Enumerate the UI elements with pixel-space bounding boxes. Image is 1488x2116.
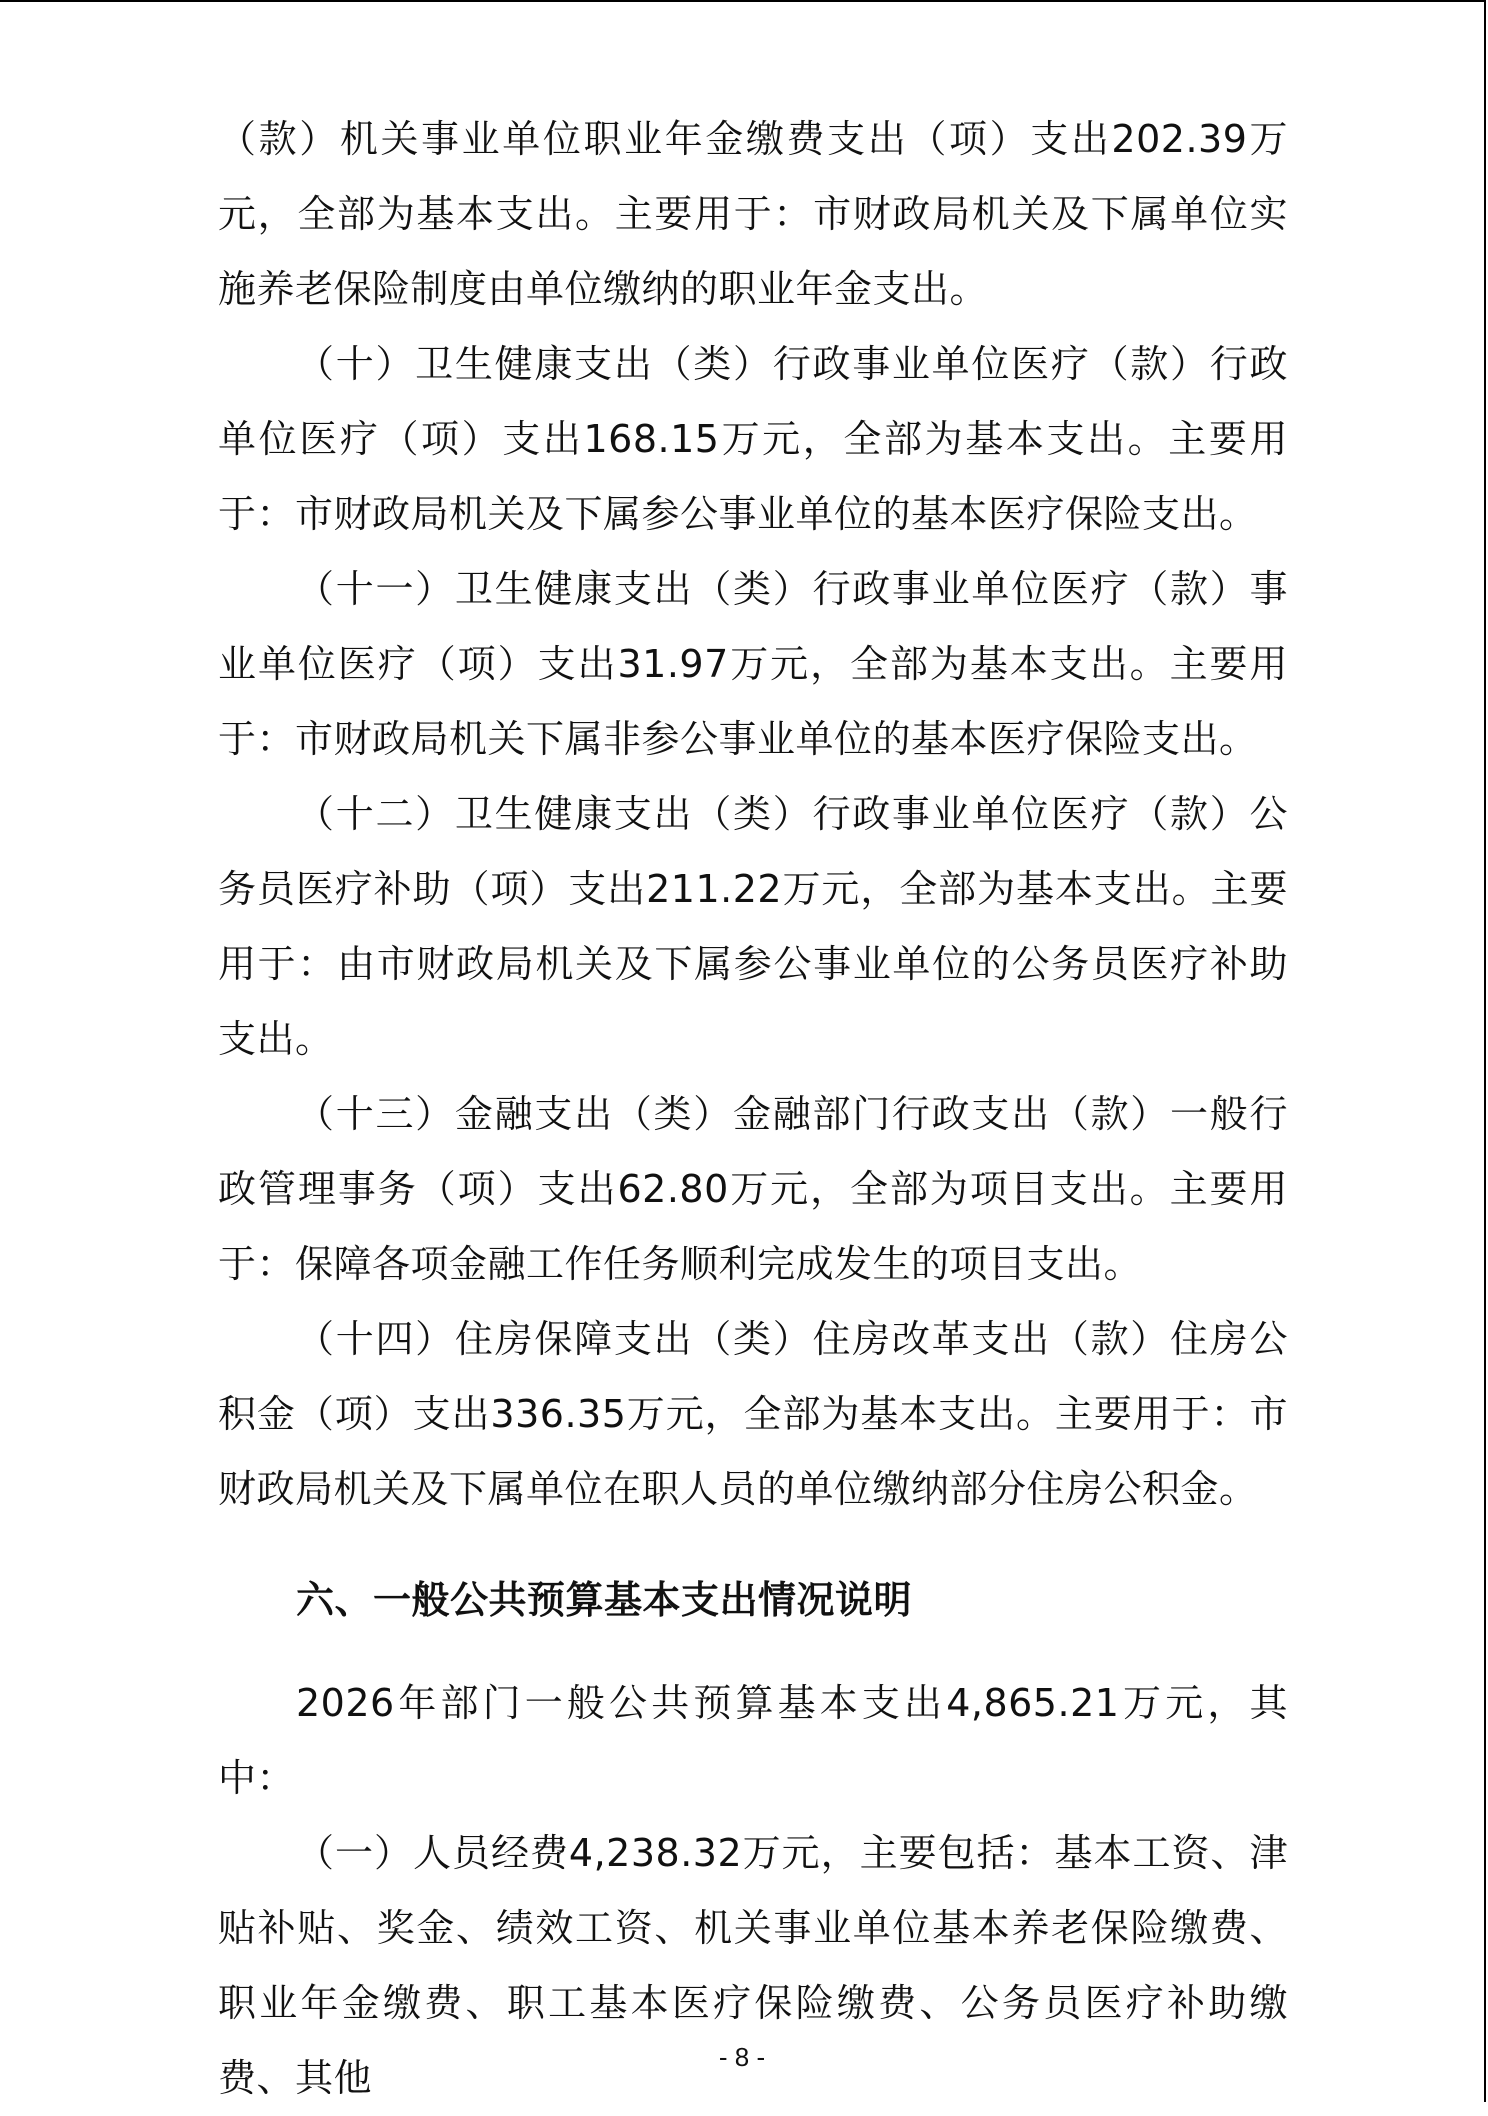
paragraph-item-10: （十）卫生健康支出（类）行政事业单位医疗（款）行政单位医疗（项）支出168.15万元，全部为基本支出。主要用于：市财政局机关及下属参公事业单位的基本医疗保险支出。 [218, 342, 1288, 536]
paragraph-occupational-annuity: （款）机关事业单位职业年金缴费支出（项）支出202.39万元，全部为基本支出。主要用于：市财政局机关及下属单位实施养老保险制度由单位缴纳的职业年金支出。 [218, 117, 1288, 311]
page-body [218, 102, 1288, 2116]
section-heading: 六、一般公共预算基本支出情况说明 [296, 1578, 913, 1622]
paragraph-item-11: （十一）卫生健康支出（类）行政事业单位医疗（款）事业单位医疗（项）支出31.97万元，全部为基本支出。主要用于：市财政局机关下属非参公事业单位的基本医疗保险支出。 [218, 567, 1288, 761]
paragraph-item-14: （十四）住房保障支出（类）住房改革支出（款）住房公积金（项）支出336.35万元，全部为基本支出。主要用于：市财政局机关及下属单位在职人员的单位缴纳部分住房公积金。 [218, 1317, 1288, 1511]
paragraph-personnel-expenses: （一）人员经费4,238.32万元，主要包括：基本工资、津贴补贴、奖金、绩效工资、机关事业单位基本养老保险缴费、职业年金缴费、职工基本医疗保险缴费、公务员医疗补助缴费、其他 [218, 1831, 1288, 2100]
paragraph-basic-expenditure-summary: 2026年部门一般公共预算基本支出4,865.21万元，其中： [218, 1681, 1288, 1800]
page-number: - 8 - [718, 2042, 766, 2072]
paragraph-item-12: （十二）卫生健康支出（类）行政事业单位医疗（款）公务员医疗补助（项）支出211.22万元，全部为基本支出。主要用于：由市财政局机关及下属参公事业单位的公务员医疗补助支出。 [218, 792, 1288, 1061]
paragraph-item-13: （十三）金融支出（类）金融部门行政支出（款）一般行政管理事务（项）支出62.80万元，全部为项目支出。主要用于：保障各项金融工作任务顺利完成发生的项目支出。 [218, 1092, 1288, 1286]
